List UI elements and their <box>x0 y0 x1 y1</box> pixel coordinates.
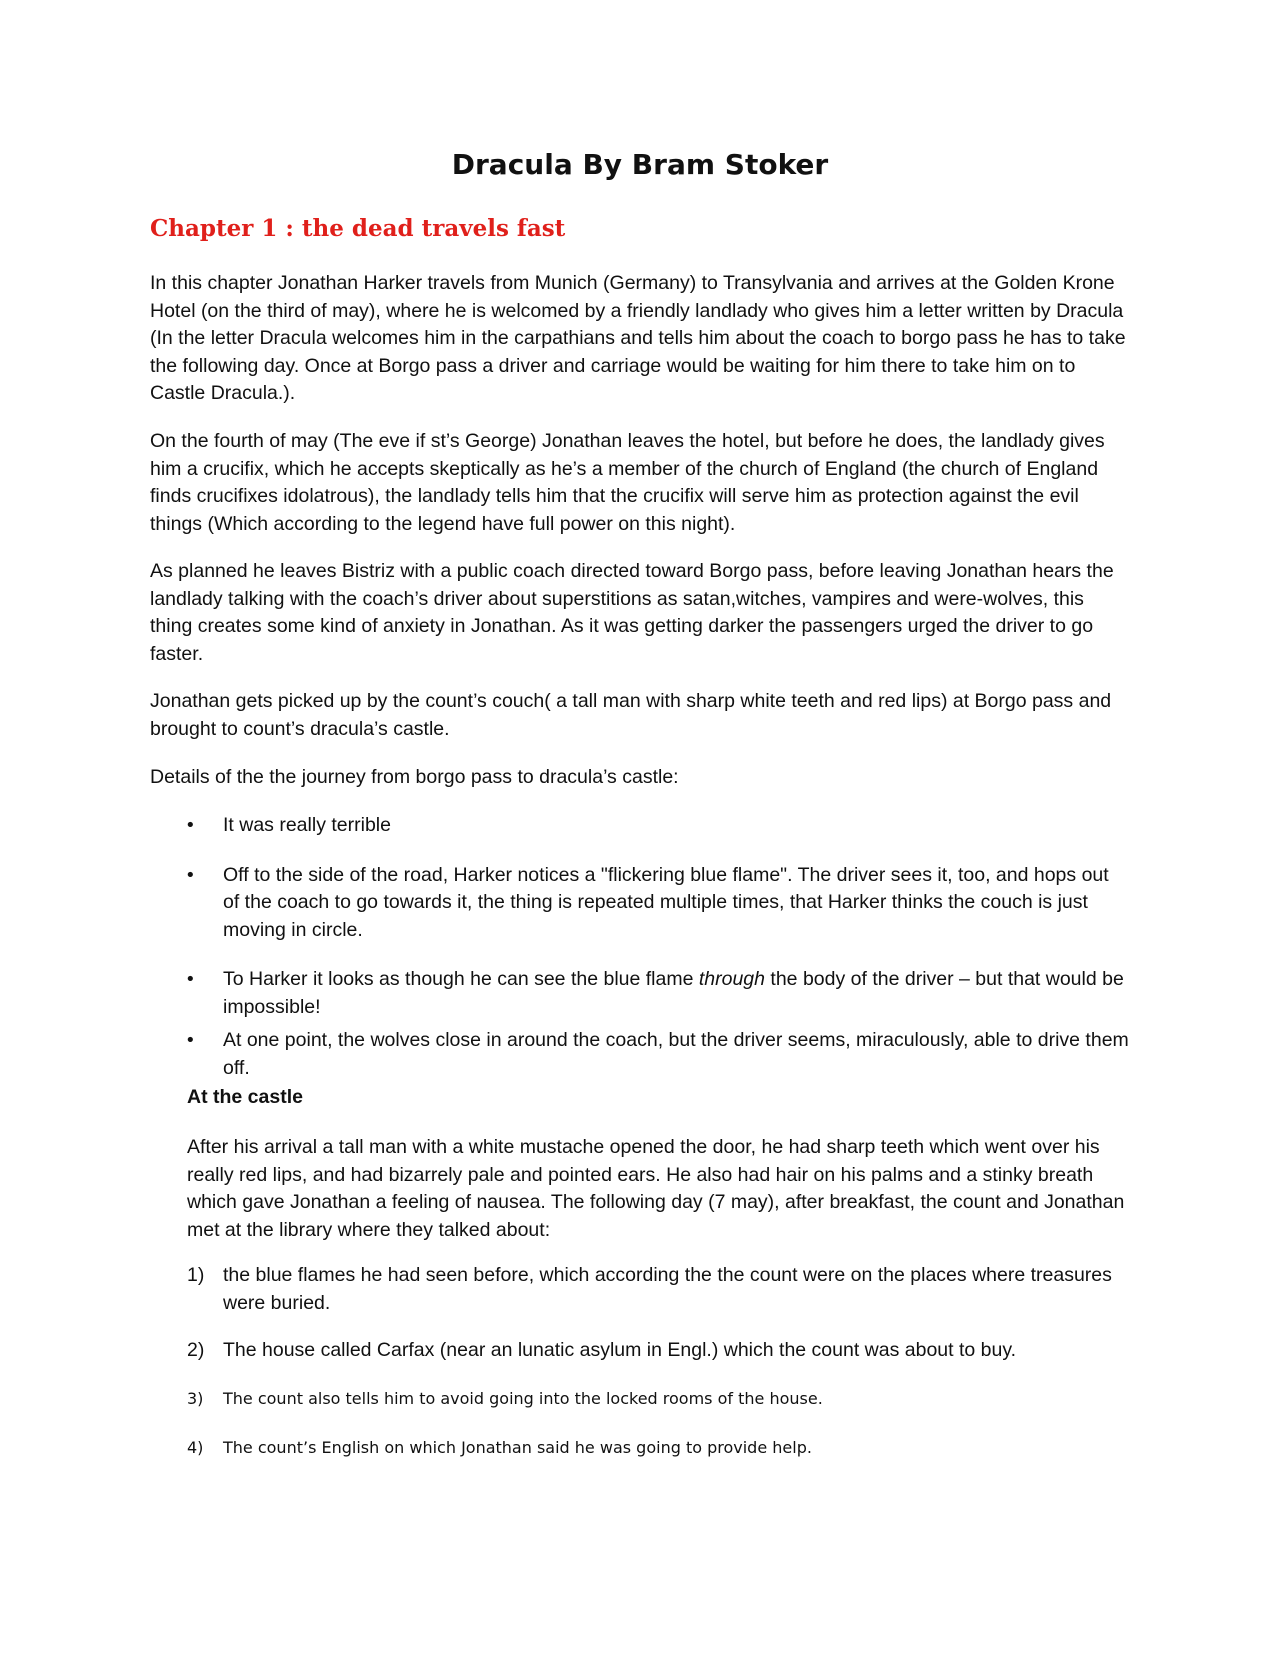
bullet-text: Off to the side of the road, Harker notices a "flickering blue flame". The driver sees it, too, and hops out of the coach to go towards it, the thing is repeated multiple times, that Harker thinks the couch is just moving in circle. <box>223 863 1109 941</box>
paragraph-arrival: In this chapter Jonathan Harker travels from Munich (Germany) to Transylvania and arrives at the Golden Krone Hotel (on the third of may), where he is welcomed by a friendly landlady who gives him a letter written by Dracula (In the letter Dracula welcomes him in the carpathians and tells him about the coach to borgo pass he has to take the following day. Once at Borgo pass a driver and carriage would be waiting for him there to take him on to Castle Dracula.). <box>150 272 1126 404</box>
list-item-text: The count also tells him to avoid going into the locked rooms of the house. <box>223 1388 823 1408</box>
list-number: 3) <box>187 1388 204 1408</box>
list-item <box>187 1337 1137 1365</box>
list-number: 4) <box>187 1438 204 1457</box>
topics-numbered-list <box>187 1262 1137 1484</box>
bullet-icon: • <box>185 1030 196 1051</box>
journey-bullet-list <box>150 812 1130 1104</box>
list-item <box>150 966 1130 1021</box>
bullet-text-after: the body of the driver – but that would be impossible! <box>223 968 1124 1018</box>
paragraph-crucifix: On the fourth of may (The eve if st’s George) Jonathan leaves the hotel, but before he does, the landlady gives him a crucifix, which he accepts skeptically as he’s a member of the church of England (the church of England finds crucifixes idolatrous), the landlady tells him that the crucifix will serve him as protection against the evil things (Which according to the legend have full power on this night). <box>150 430 1105 535</box>
list-item <box>187 1434 1137 1462</box>
list-item <box>150 1027 1130 1082</box>
paragraph-coach: As planned he leaves Bistriz with a public coach directed toward Borgo pass, before leaving Jonathan hears the landlady talking with the coach’s driver about superstitions as satan,witches, vampires and were-wolves, this thing creates some kind of anxiety in Jonathan. As it was getting darker the passengers urged the driver to go faster. <box>150 560 1114 665</box>
paragraph-journey-intro: Details of the the journey from borgo pass to dracula’s castle: <box>150 766 679 788</box>
bullet-text: At one point, the wolves close in around the coach, but the driver seems, miraculously, able to drive them off. <box>223 1029 1129 1079</box>
bullet-text-before: To Harker it looks as though he can see the blue flame <box>223 968 699 990</box>
list-item-text: The house called Carfax (near an lunatic asylum in Engl.) which the count was about to buy. <box>223 1339 1017 1361</box>
list-item <box>187 1262 1137 1317</box>
chapter-heading: Chapter 1 : the dead travels fast <box>150 215 566 242</box>
paragraph-castle: After his arrival a tall man with a white mustache opened the door, he had sharp teeth which went over his really red lips, and had bizarrely pale and pointed ears. He also had hair on his palms and a stinky breath which gave Jonathan a feeling of nausea. The following day (7 may), after breakfast, the count and Jonathan met at the library where they talked about: <box>187 1136 1125 1241</box>
paragraph-pickup: Jonathan gets picked up by the count’s couch( a tall man with sharp white teeth and red lips) at Borgo pass and brought to count’s dracula’s castle. <box>150 690 1112 740</box>
castle-heading: At the castle <box>187 1086 303 1108</box>
bullet-text-italic: through <box>698 968 765 990</box>
bullet-text: It was really terrible <box>223 814 391 836</box>
list-item <box>150 812 1130 840</box>
list-item <box>150 862 1130 945</box>
bullet-icon: • <box>185 815 196 836</box>
list-item-text: the blue flames he had seen before, which according the the count were on the places where treasures were buried. <box>223 1264 1112 1314</box>
bullet-icon: • <box>185 969 196 990</box>
list-item <box>187 1385 1137 1413</box>
list-item-text: The count’s English on which Jonathan said he was going to provide help. <box>223 1438 812 1457</box>
document-title: Dracula By Bram Stoker <box>451 148 829 181</box>
list-number: 1) <box>187 1264 205 1286</box>
bullet-icon: • <box>185 864 196 886</box>
bullet-text <box>223 968 1124 1018</box>
list-number: 2) <box>187 1339 205 1361</box>
